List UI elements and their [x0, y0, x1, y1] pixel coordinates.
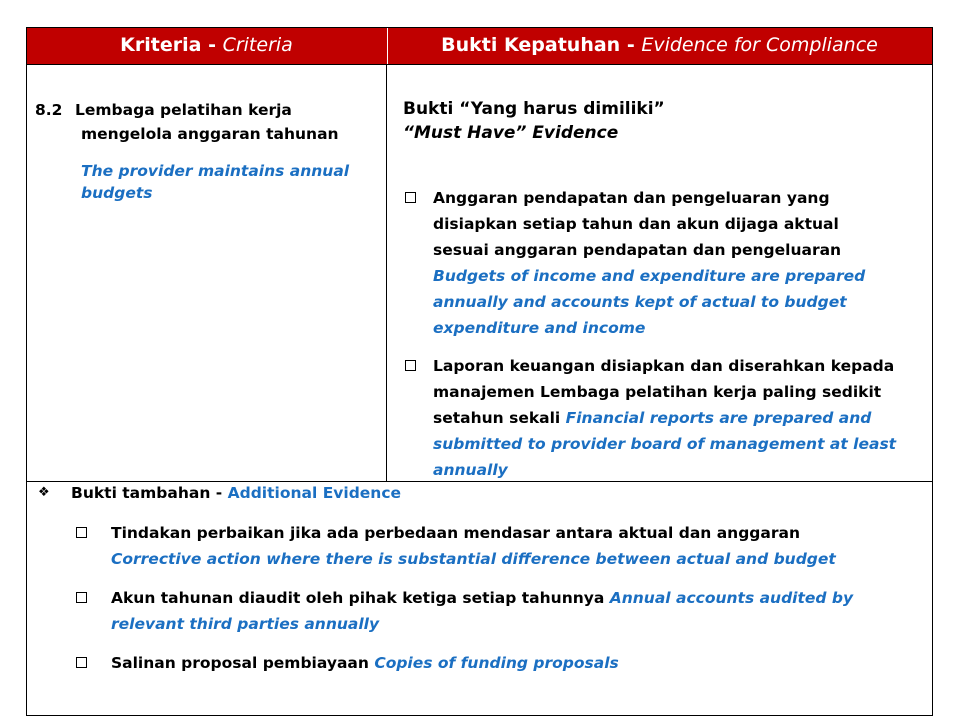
header-evidence-en: Evidence for Compliance: [641, 34, 878, 56]
header-divider: [387, 28, 388, 64]
criteria-line1: Lembaga pelatihan kerja: [75, 101, 292, 119]
additional-item-2-en: Annual accounts audited by: [609, 589, 854, 607]
evidence-item-2-en-line: annually: [433, 461, 508, 479]
header-evidence: [387, 28, 932, 64]
criteria-line2: mengelola anggaran tahunan: [81, 125, 339, 143]
additional-item-2: [111, 585, 853, 637]
evidence-item-2-en-line: Financial reports are prepared and: [565, 409, 872, 427]
header-evidence-sep: -: [620, 34, 642, 56]
additional-sep: -: [210, 484, 228, 502]
header-bottom-border: [27, 64, 932, 65]
must-have-title: Bukti “Yang harus dimiliki”: [403, 99, 665, 119]
additional-item-3: [111, 650, 619, 676]
evidence-item-2-line: manajemen Lembaga pelatihan kerja paling sedikit: [433, 383, 882, 401]
table-header: [27, 28, 932, 64]
additional-item-3-text: Salinan proposal pembiayaan: [111, 654, 375, 672]
additional-item-1: [111, 520, 836, 572]
checkbox-icon: [76, 592, 87, 603]
checkbox-icon: [405, 360, 416, 371]
header-criteria-id: Kriteria: [120, 34, 202, 56]
evidence-item-2-en-line: submitted to provider board of management at least: [433, 435, 897, 453]
criteria-number: 8.2: [35, 101, 63, 119]
checkbox-icon: [76, 657, 87, 668]
evidence-item-1-en-line: expenditure and income: [433, 319, 646, 337]
must-have-english: “Must Have” Evidence: [403, 123, 619, 143]
evidence-item-1-en-line: Budgets of income and expenditure are prepared: [433, 267, 866, 285]
evidence-item-2-line: Laporan keuangan disiapkan dan diserahkan kepada: [433, 357, 895, 375]
evidence-item-2: [433, 353, 896, 483]
checkbox-icon: [405, 192, 416, 203]
evidence-item-1-en-line: annually and accounts kept of actual to budget: [433, 293, 847, 311]
additional-item-2-text: Akun tahunan diaudit oleh pihak ketiga setiap tahunnya: [111, 589, 610, 607]
header-evidence-id: Bukti Kepatuhan: [441, 34, 621, 56]
evidence-item-1: [433, 185, 865, 341]
additional-label-id: Bukti tambahan: [71, 484, 211, 502]
header-criteria: [27, 28, 386, 64]
additional-item-2-en: relevant third parties annually: [111, 615, 380, 633]
criteria-english: The provider maintains annual budgets: [81, 162, 350, 202]
column-divider: [386, 64, 387, 481]
checkbox-icon: [76, 527, 87, 538]
evidence-item-2-line: setahun sekali: [433, 409, 566, 427]
additional-item-1-text: Tindakan perbaikan jika ada perbedaan mendasar antara aktual dan anggaran: [111, 524, 800, 542]
evidence-item-1-line: disiapkan setiap tahun dan akun dijaga aktual: [433, 215, 839, 233]
header-criteria-en: Criteria: [222, 34, 293, 56]
additional-item-1-en: Corrective action where there is substantial difference between actual and budget: [111, 550, 836, 568]
additional-evidence-title: [71, 481, 401, 505]
diamond-bullet-icon: ❖: [38, 485, 50, 500]
header-criteria-sep: -: [201, 34, 223, 56]
evidence-item-1-line: sesuai anggaran pendapatan dan pengeluaran: [433, 241, 842, 259]
evidence-item-1-line: Anggaran pendapatan dan pengeluaran yang: [433, 189, 830, 207]
additional-item-3-en: Copies of funding proposals: [374, 654, 619, 672]
additional-label-en: Additional Evidence: [227, 484, 402, 502]
